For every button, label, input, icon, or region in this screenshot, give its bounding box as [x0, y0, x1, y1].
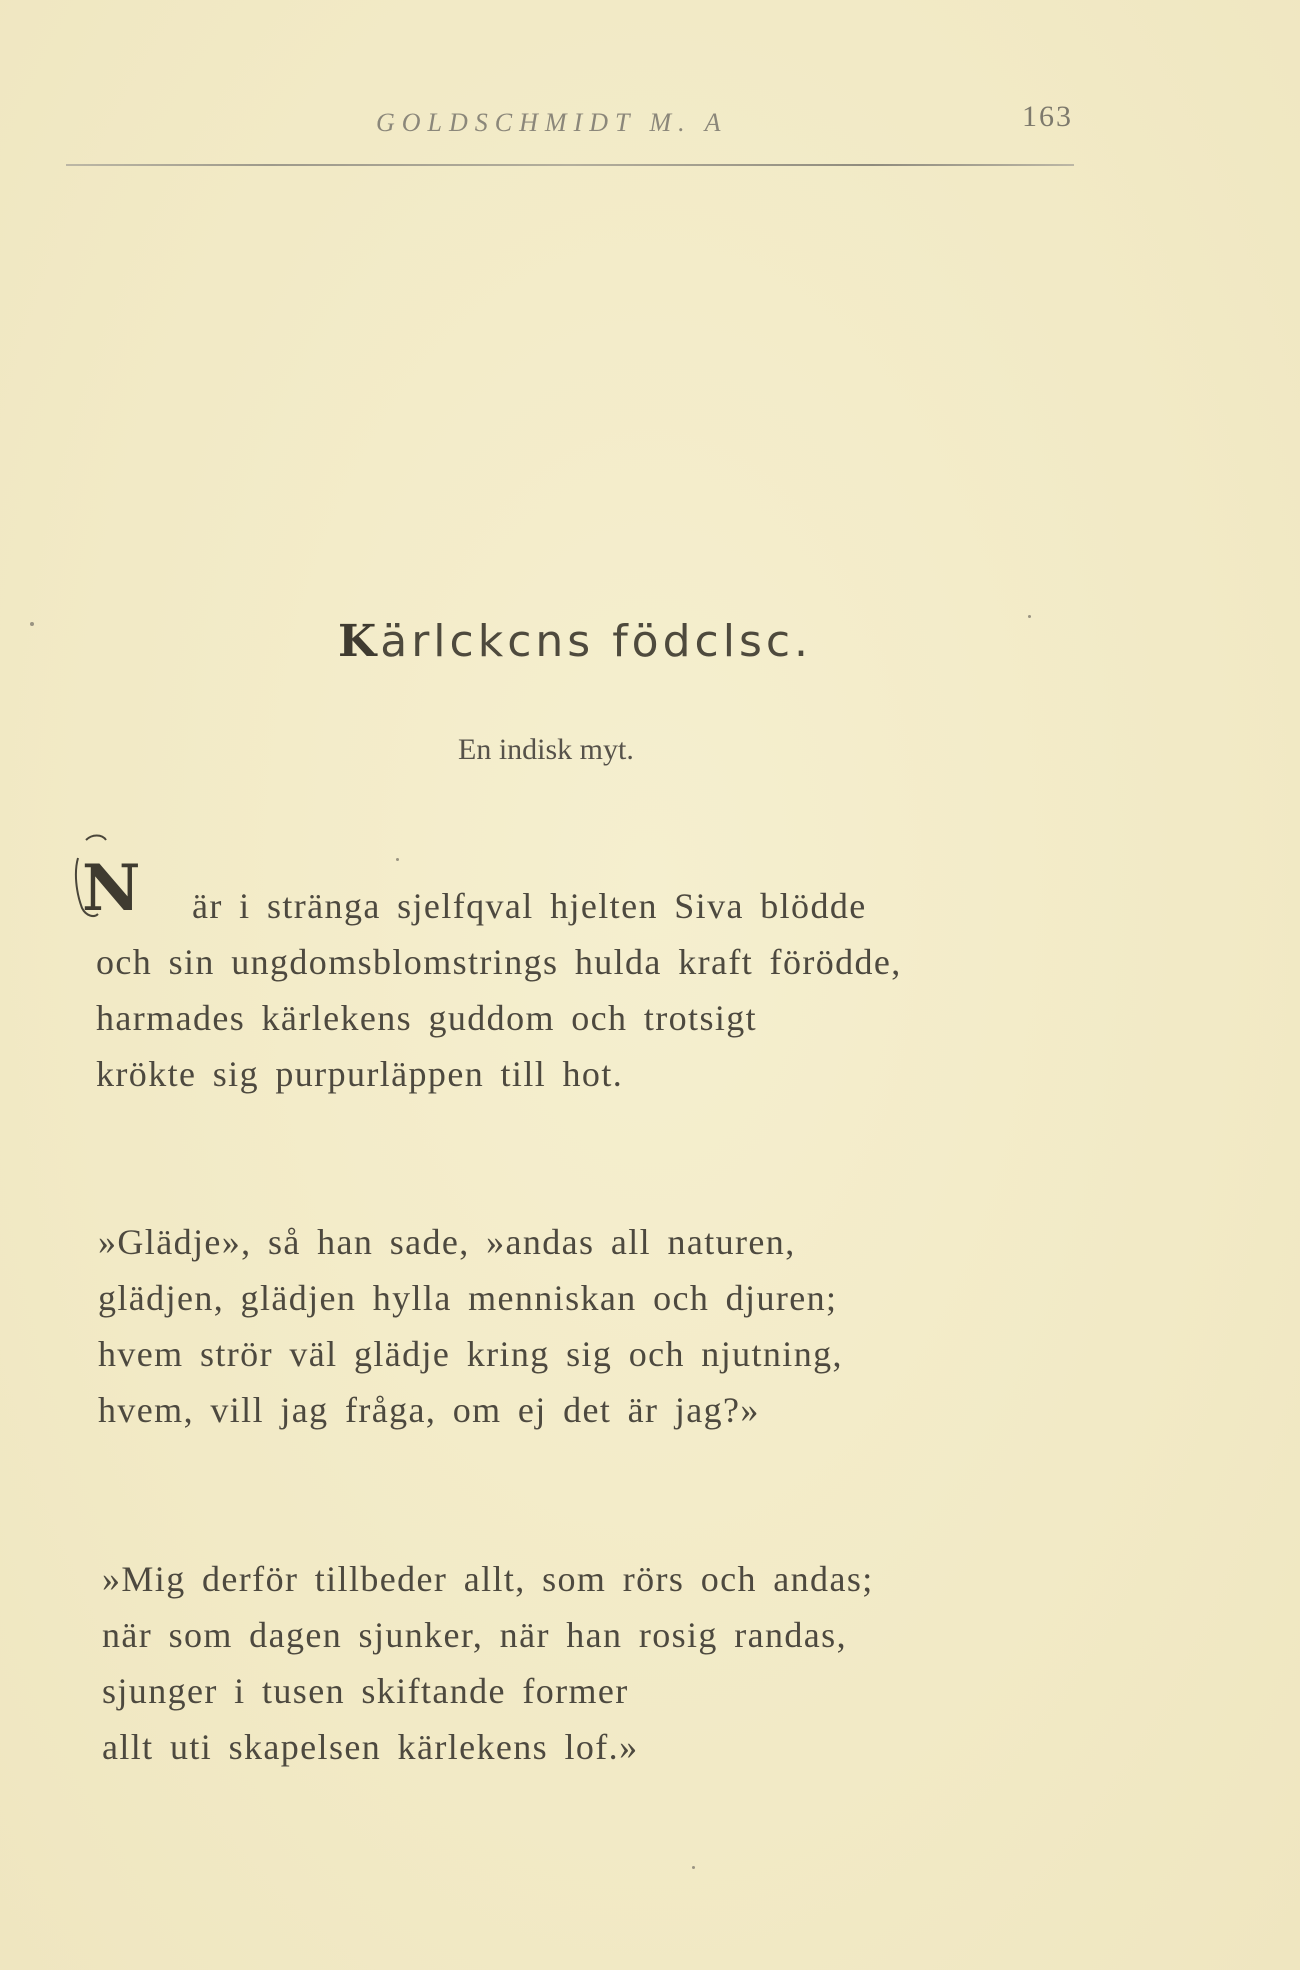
paper-speck: [1028, 615, 1031, 618]
title-rest: ärlckcns födclsc.: [380, 616, 813, 667]
paper-speck: [396, 858, 399, 861]
stanza-2: [98, 1214, 843, 1438]
poem-line: sjunger i tusen skiftande former: [102, 1671, 629, 1711]
paper-speck: [692, 1866, 695, 1869]
poem-line: hvem, vill jag fråga, om ej det är jag?»: [98, 1390, 760, 1430]
poem-line: när som dagen sjunker, när han rosig randas,: [102, 1615, 847, 1655]
poem-line: »Glädje», så han sade, »andas all naturen,: [98, 1222, 796, 1262]
poem-line: krökte sig purpurläppen till hot.: [96, 1054, 624, 1094]
poem-line: hvem strör väl glädje kring sig och njutning,: [98, 1334, 843, 1374]
title-initial: K: [338, 616, 381, 667]
poem-line: allt uti skapelsen kärlekens lof.»: [102, 1727, 639, 1767]
page-number: 163: [1022, 100, 1073, 133]
stanza-3: [102, 1551, 874, 1775]
poem-line: glädjen, glädjen hylla menniskan och djuren;: [98, 1278, 838, 1318]
header-rule: [66, 164, 1074, 166]
poem-line: harmades kärlekens guddom och trotsigt: [96, 998, 758, 1038]
stanza-1: [96, 878, 902, 1102]
paper-speck: [30, 622, 34, 626]
poem-subtitle: En indisk myt.: [458, 733, 634, 766]
poem-title: [338, 616, 812, 667]
poem-line: »Mig derför tillbeder allt, som rörs och andas;: [102, 1559, 874, 1599]
poem-line: och sin ungdomsblomstrings hulda kraft förödde,: [96, 942, 902, 982]
poem-line: är i stränga sjelfqval hjelten Siva blödde: [192, 886, 867, 926]
running-head: GOLDSCHMIDT M. A: [376, 108, 728, 137]
drop-cap-letter: N: [82, 851, 141, 926]
